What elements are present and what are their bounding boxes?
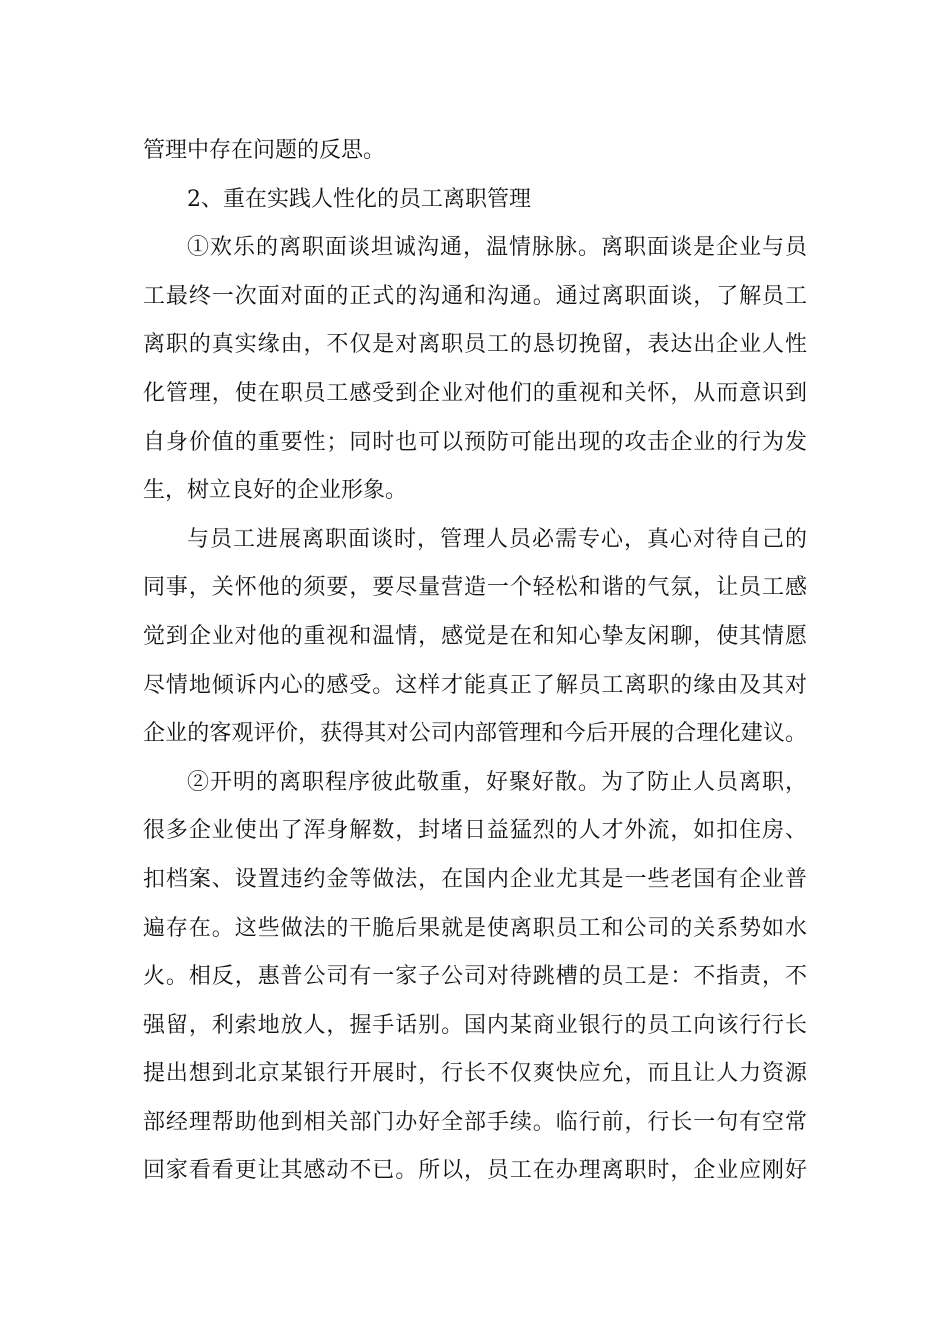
text-line: 同事，关怀他的须要，要尽量营造一个轻松和谐的气氛，让员工感 bbox=[143, 575, 807, 601]
section-heading: 2、重在实践人性化的员工离职管理 bbox=[187, 186, 531, 212]
text-line: 提出想到北京某银行开展时，行长不仅爽快应允，而且让人力资源 bbox=[143, 1061, 807, 1087]
text-line: 部经理帮助他到相关部门办好全部手续。临行前，行长一句有空常 bbox=[143, 1109, 807, 1135]
text-line: 觉到企业对他的重视和温情，感觉是在和知心挚友闲聊，使其情愿 bbox=[143, 623, 807, 649]
text-line: 工最终一次面对面的正式的沟通和沟通。通过离职面谈，了解员工 bbox=[143, 283, 807, 309]
text-line: 生，树立良好的企业形象。 bbox=[143, 478, 408, 504]
text-line: 化管理，使在职员工感受到企业对他们的重视和关怀，从而意识到 bbox=[143, 380, 807, 406]
text-line: ②开明的离职程序彼此敬重，好聚好散。为了防止人员离职， bbox=[187, 769, 807, 795]
text-line: ①欢乐的离职面谈坦诚沟通，温情脉脉。离职面谈是企业与员 bbox=[187, 235, 807, 261]
text-line: 很多企业使出了浑身解数，封堵日益猛烈的人才外流，如扣住房、 bbox=[143, 818, 807, 844]
text-line: 扣档案、设置违约金等做法，在国内企业尤其是一些老国有企业普 bbox=[143, 866, 807, 892]
text-line: 自身价值的重要性；同时也可以预防可能出现的攻击企业的行为发 bbox=[143, 429, 807, 455]
text-line: 遍存在。这些做法的干脆后果就是使离职员工和公司的关系势如水 bbox=[143, 915, 807, 941]
text-line: 离职的真实缘由，不仅是对离职员工的恳切挽留，表达出企业人性 bbox=[143, 332, 807, 358]
text-line: 企业的客观评价，获得其对公司内部管理和今后开展的合理化建议。 bbox=[143, 721, 807, 747]
text-line: 与员工进展离职面谈时，管理人员必需专心，真心对待自己的 bbox=[187, 526, 807, 552]
text-line: 回家看看更让其感动不已。所以，员工在办理离职时，企业应刚好 bbox=[143, 1158, 807, 1184]
body-text bbox=[143, 127, 807, 1196]
text-line: 火。相反，惠普公司有一家子公司对待跳槽的员工是：不指责，不 bbox=[143, 964, 807, 990]
text-line: 管理中存在问题的反思。 bbox=[143, 138, 386, 163]
text-line: 强留，利索地放人，握手话别。国内某商业银行的员工向该行行长 bbox=[143, 1012, 807, 1038]
text-line: 尽情地倾诉内心的感受。这样才能真正了解员工离职的缘由及其对 bbox=[143, 672, 807, 698]
